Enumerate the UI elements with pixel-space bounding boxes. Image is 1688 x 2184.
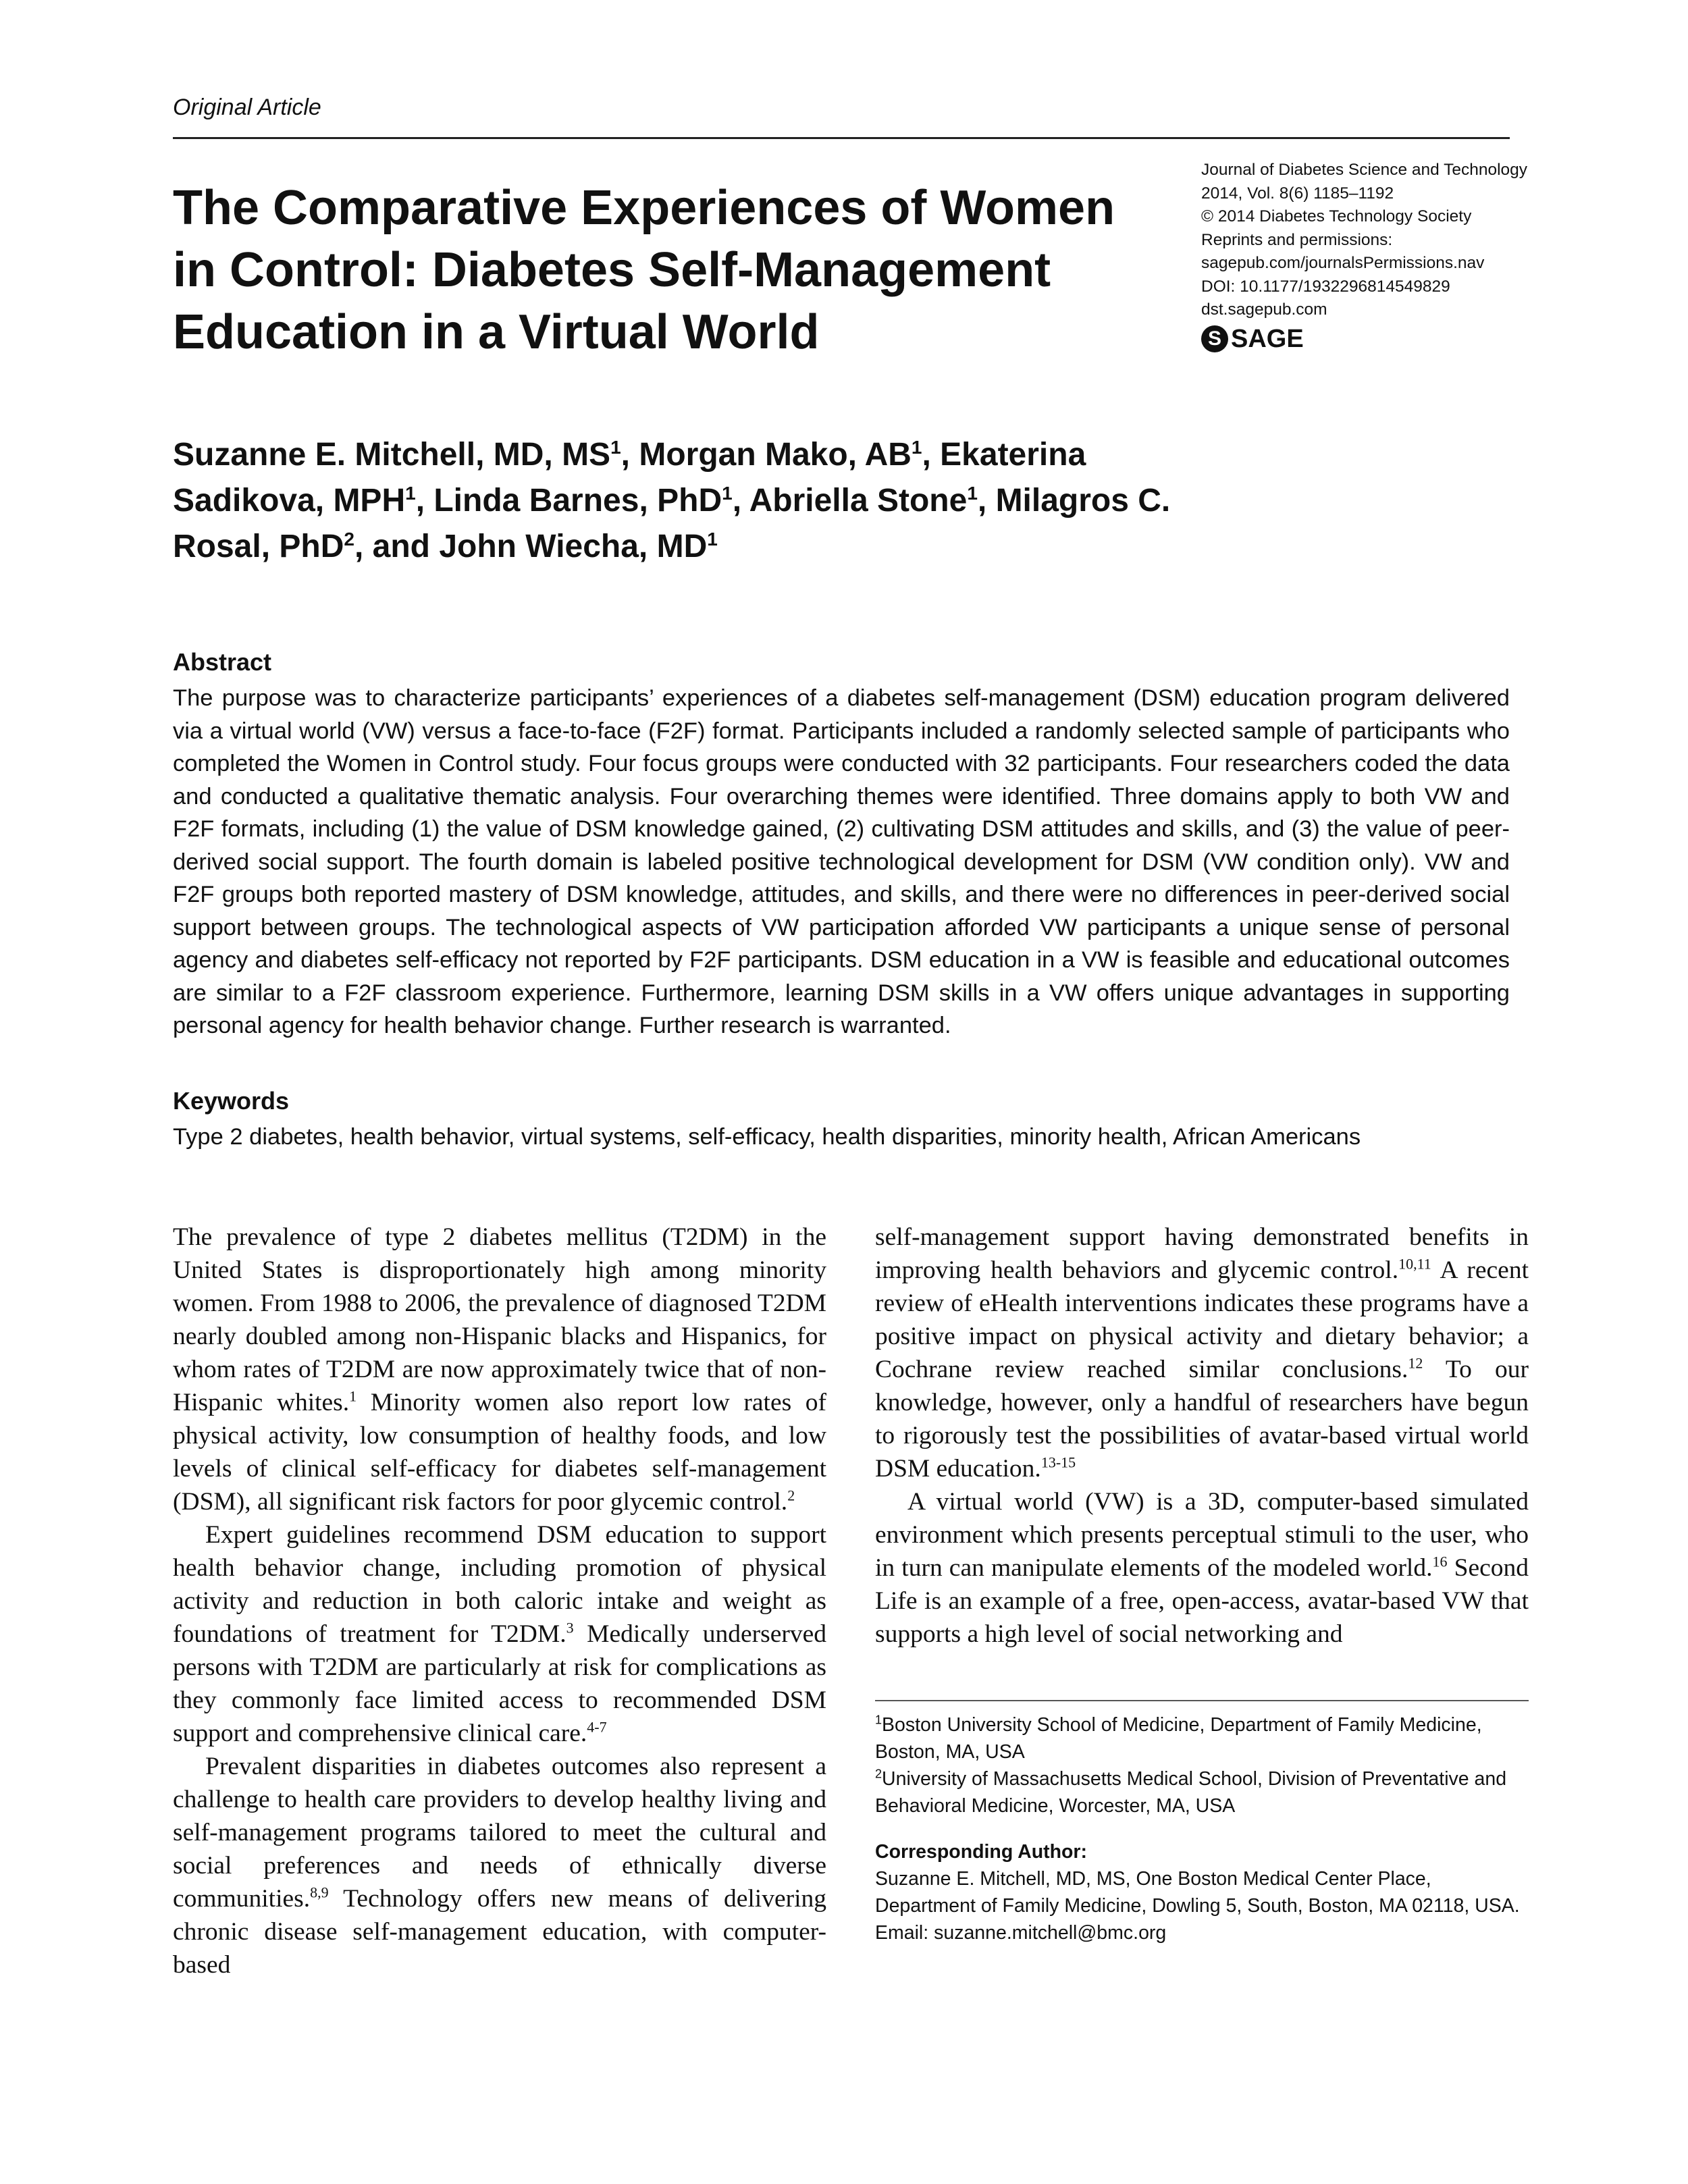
author-name: Suzanne E. Mitchell, MD, MS	[173, 437, 611, 473]
abstract-heading: Abstract	[173, 648, 272, 676]
footnote-rule	[875, 1700, 1529, 1701]
corresponding-author-address: Suzanne E. Mitchell, MD, MS, One Boston Medical Center Place, Department of Family Medicine, Dowling 5, South, Boston, MA 02118, USA.	[875, 1868, 1520, 1917]
author-separator: ,	[922, 437, 941, 473]
title-line: Education in a Virtual World	[173, 305, 820, 359]
journal-name: Journal of Diabetes Science and Technology	[1201, 161, 1528, 179]
author-name: Abriella Stone	[749, 483, 968, 518]
body-paragraph	[875, 1485, 1529, 1651]
affiliation-2: $^2$University of Massachusetts Medical School, Division of Preventative and Behavioral Medicine, Worcester, MA, USA	[875, 1767, 1507, 1817]
abstract-text: The purpose was to characterize participants’ experiences of a diabetes self-management (DSM) education program delivered via a virtual world (VW) versus a face-to-face (F2F) format. Participants included a randomly selected sample of participants who completed the Women in Control study. Four focus groups were conducted with 32 participants. Four researchers coded the data and conducted a qualitative thematic analysis. Four overarching themes were identified. Three domains apply to both VW and F2F formats, including (1) the value of DSM knowledge gained, (2) cultivating DSM attitudes and skills, and (3) the value of peer-derived social support. The fourth domain is labeled positive technological development for DSM (VW condition only). VW and F2F groups both reported mastery of DSM knowledge, attitudes, and skills, and there were no differences in peer-derived social support between groups. The technological aspects of VW participation afforded VW participants a unique sense of personal agency and diabetes self-efficacy not reported by F2F participants. DSM education in a VW is feasible and educational outcomes are similar to a F2F classroom experience. Furthermore, learning DSM skills in a VW offers unique advantages in supporting personal agency for health behavior change. Further research is warranted.	[173, 685, 1510, 1038]
body-text: Prevalent disparities in diabetes outcomes also represent a challenge to health care providers to develop healthy living and self-management programs tailored to meet the cultural and social preferences and needs of ethnically diverse communities.	[173, 1753, 826, 1913]
author-separator: ,	[977, 483, 996, 518]
citation-ref[interactable]: 1	[349, 1387, 357, 1405]
title-line: in Control: Diabetes Self-Management	[173, 243, 1051, 297]
author-name: Milagros C. Rosal, PhD	[173, 483, 1171, 564]
header-rule	[173, 137, 1510, 139]
author-affiliation-mark: 1	[405, 483, 416, 504]
author-affiliation-mark: 1	[707, 529, 718, 550]
journal-site-link[interactable]: dst.sagepub.com	[1201, 300, 1327, 319]
body-paragraph	[173, 1750, 826, 1981]
affiliation-1: $^1$Boston University School of Medicine, Department of Family Medicine, Boston, MA, USA	[875, 1713, 1482, 1763]
author-name: Ekaterina Sadikova, MPH	[173, 437, 1086, 518]
article-title	[173, 177, 1159, 363]
title-line: The Comparative Experiences of Women	[173, 181, 1115, 235]
sage-logo-text: SAGE	[1231, 324, 1304, 353]
body-text: Technology offers new means of delivering chronic disease self-management education, with computer-based	[173, 1885, 826, 1979]
doi[interactable]: DOI: 10.1177/1932296814549829	[1201, 277, 1450, 296]
author-separator: ,	[732, 483, 749, 518]
citation-ref[interactable]: 8,9	[310, 1884, 329, 1901]
article-type: Original Article	[173, 95, 321, 120]
citation-ref[interactable]: 2	[787, 1487, 795, 1504]
author-name: Linda Barnes, PhD	[433, 483, 722, 518]
sage-s-icon: S	[1201, 325, 1228, 352]
affiliation-mark: 1	[875, 1713, 882, 1727]
body-text: Minority women also report low rates of physical activity, low consumption of healthy foods, and low levels of clinical self-efficacy for diabetes self-management (DSM), all significant risk factors for poor glycemic control.	[173, 1389, 826, 1516]
body-paragraph	[875, 1221, 1529, 1485]
corresponding-author-heading: Corresponding Author:	[875, 1841, 1087, 1863]
author-name: John Wiecha, MD	[439, 529, 708, 564]
body-text: Second Life is an example of a free, open-access, avatar-based VW that supports a high level of social networking and	[875, 1554, 1529, 1648]
author-separator: ,	[621, 437, 639, 473]
author-separator: ,	[415, 483, 434, 518]
journal-info	[1201, 159, 1528, 322]
citation-ref[interactable]: 4-7	[587, 1718, 607, 1736]
author-affiliation-mark: 2	[344, 529, 354, 550]
author-affiliation-mark: 1	[911, 437, 922, 458]
body-column-left	[173, 1221, 826, 1981]
author-separator: , and	[354, 529, 440, 564]
corresponding-author-email[interactable]: Email: suzanne.mitchell@bmc.org	[875, 1922, 1167, 1944]
citation-ref[interactable]: 10,11	[1398, 1255, 1431, 1273]
journal-volume: 2014, Vol. 8(6) 1185–1192	[1201, 184, 1394, 203]
keywords-heading: Keywords	[173, 1087, 290, 1115]
body-text: self-management support having demonstrated benefits in improving health behaviors and glycemic control.	[875, 1223, 1529, 1284]
citation-ref[interactable]: 16	[1432, 1553, 1448, 1570]
citation-ref[interactable]: 3	[566, 1619, 574, 1636]
body-text: A virtual world (VW) is a 3D, computer-based simulated environment which presents perceptual stimuli to the user, who in turn can manipulate elements of the modeled world.	[875, 1488, 1529, 1582]
author-affiliation-mark: 1	[967, 483, 978, 504]
footnotes	[875, 1711, 1529, 1946]
citation-ref[interactable]: 13-15	[1040, 1454, 1076, 1471]
sage-logo	[1201, 324, 1304, 354]
body-text: Expert guidelines recommend DSM education to support health behavior change, including promotion of physical activity and reduction in both caloric intake and weight as foundations of treatment for T2DM.	[173, 1521, 826, 1648]
author-affiliation-mark: 1	[722, 483, 733, 504]
author-affiliation-mark: 1	[610, 437, 621, 458]
permissions-link[interactable]: sagepub.com/journalsPermissions.nav	[1201, 254, 1485, 272]
body-text: Medically underserved persons with T2DM are particularly at risk for complications as they commonly face limited access to recommended DSM support and comprehensive clinical care.	[173, 1620, 826, 1747]
author-list	[173, 432, 1186, 570]
copyright: © 2014 Diabetes Technology Society	[1201, 207, 1472, 225]
body-text: To our knowledge, however, only a handful of researchers have begun to rigorously test the possibilities of avatar-based virtual world DSM education.	[875, 1356, 1529, 1483]
body-paragraph	[173, 1221, 826, 1518]
reprints-label: Reprints and permissions:	[1201, 230, 1393, 249]
author-name: Morgan Mako, AB	[639, 437, 912, 473]
body-text: A recent review of eHealth interventions indicates these programs have a positive impact on physical activity and dietary behavior; a Cochrane review reached similar conclusions.	[875, 1256, 1529, 1383]
citation-ref[interactable]: 12	[1408, 1354, 1423, 1372]
body-column-right	[875, 1221, 1529, 1651]
keywords-text: Type 2 diabetes, health behavior, virtual systems, self-efficacy, health disparities, minority health, African Americans	[173, 1124, 1361, 1150]
affiliation-mark: 2	[875, 1767, 882, 1781]
body-paragraph	[173, 1518, 826, 1750]
body-text: The prevalence of type 2 diabetes mellitus (T2DM) in the United States is disproportionately high among minority women. From 1988 to 2006, the prevalence of diagnosed T2DM nearly doubled among non-Hispanic blacks and Hispanics, for whom rates of T2DM are now approximately twice that of non-Hispanic whites.	[173, 1223, 826, 1416]
